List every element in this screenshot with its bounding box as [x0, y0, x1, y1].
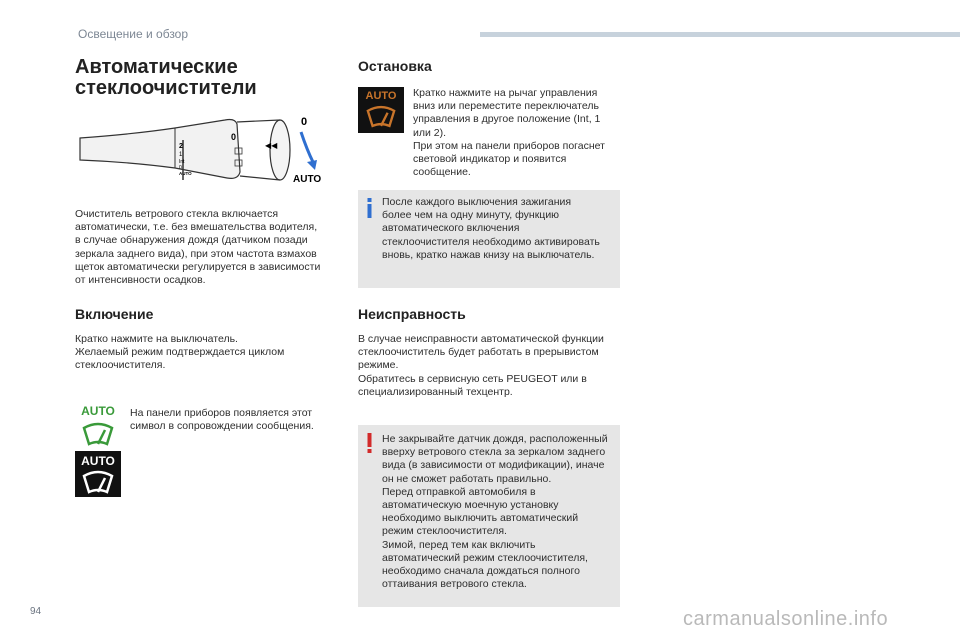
knob-label-0: 0 [231, 132, 237, 142]
warning-icon [366, 433, 374, 453]
push-arrow-head [307, 160, 317, 170]
lever-label-auto: AUTO [179, 171, 192, 176]
stalk-body [80, 120, 240, 179]
warning-note-text: Не закрывайте датчик дождя, расположенный вверху ветрового стекла за зеркалом заднего вида (в зависимости от модификации), иначе он не сможет работать правильно. Перед отправкой автомобиля в автоматическую моечную установку необходимо выключить автоматический режим стеклоочистителя. Зимой, перед тем как включить автоматический режим стеклоочистителя, необходимо сначала дождаться полного оттаивания ветрового стекла. [382, 433, 608, 591]
knob-arrows: ◀◀ [265, 141, 278, 150]
section-title: Освещение и обзор [78, 27, 189, 41]
activation-heading: Включение [75, 306, 154, 322]
auto-dark-label: AUTO [81, 454, 115, 468]
stop-text: Кратко нажмите на рычаг управления вниз или переместите переключатель управления в другое положение (Int, 1 или 2). При этом на панели приборов погаснет световой индикатор и появится сообщение. [413, 87, 605, 179]
info-note [358, 190, 620, 288]
info-note-text: После каждого выключения зажигания более чем на одну минуту, функцию автоматического включения стеклоочистителя необходимо активировать вновь, кратко нажав книзу на выключатель. [382, 196, 600, 261]
watermark: carmanualsonline.info [683, 608, 889, 630]
page-number: 94 [30, 606, 42, 617]
stop-heading: Остановка [358, 58, 432, 74]
top-o-label: 0 [301, 116, 308, 128]
activation-text: Кратко нажмите на выключатель. Желаемый режим подтверждается циклом стеклоочистителя. [75, 333, 285, 372]
wiper-stalk-illustration [75, 110, 325, 190]
warning-note [358, 425, 620, 607]
auto-light-label: AUTO [81, 404, 115, 418]
header-bar [480, 32, 960, 37]
auto-wiper-off-icon [358, 87, 404, 133]
auto-wiper-dark-icon [75, 451, 121, 497]
page-title: Автоматические стеклоочистители [75, 56, 257, 99]
activation-symbol-text: На панели приборов появляется этот символ в сопровождении сообщения. [130, 407, 314, 433]
lever-label-0: 0 [179, 165, 182, 171]
windshield-wiper-green-icon [81, 420, 115, 448]
lever-label-2: 2 [179, 143, 183, 150]
fault-heading: Неисправность [358, 306, 466, 322]
push-arrow-shaft [301, 132, 313, 162]
lever-label-1: 1 [179, 152, 183, 158]
auto-off-label: AUTO [365, 90, 397, 102]
fault-text: В случае неисправности автоматической функции стеклоочиститель будет работать в прерывистом режиме. Обратитесь в сервисную сеть PEUGEOT или в специализированный техцентр. [358, 333, 604, 398]
intro-text: Очиститель ветрового стекла включается автоматически, т.е. без вмешательства водителя, в случае обнаружения дождя (датчиком позади зеркала заднего вида), при этом частота взмахов щеток автоматически регулируется в зависимости от интенсивности осадков. [75, 208, 321, 287]
auto-wiper-light-icon [75, 404, 121, 450]
bottom-auto-label: AUTO [293, 174, 322, 185]
info-icon [366, 198, 374, 218]
lever-label-int: Int [179, 159, 185, 165]
windshield-wiper-white-icon [81, 468, 115, 496]
windshield-wiper-orange-icon [365, 103, 397, 130]
stalk-knob [270, 120, 290, 180]
